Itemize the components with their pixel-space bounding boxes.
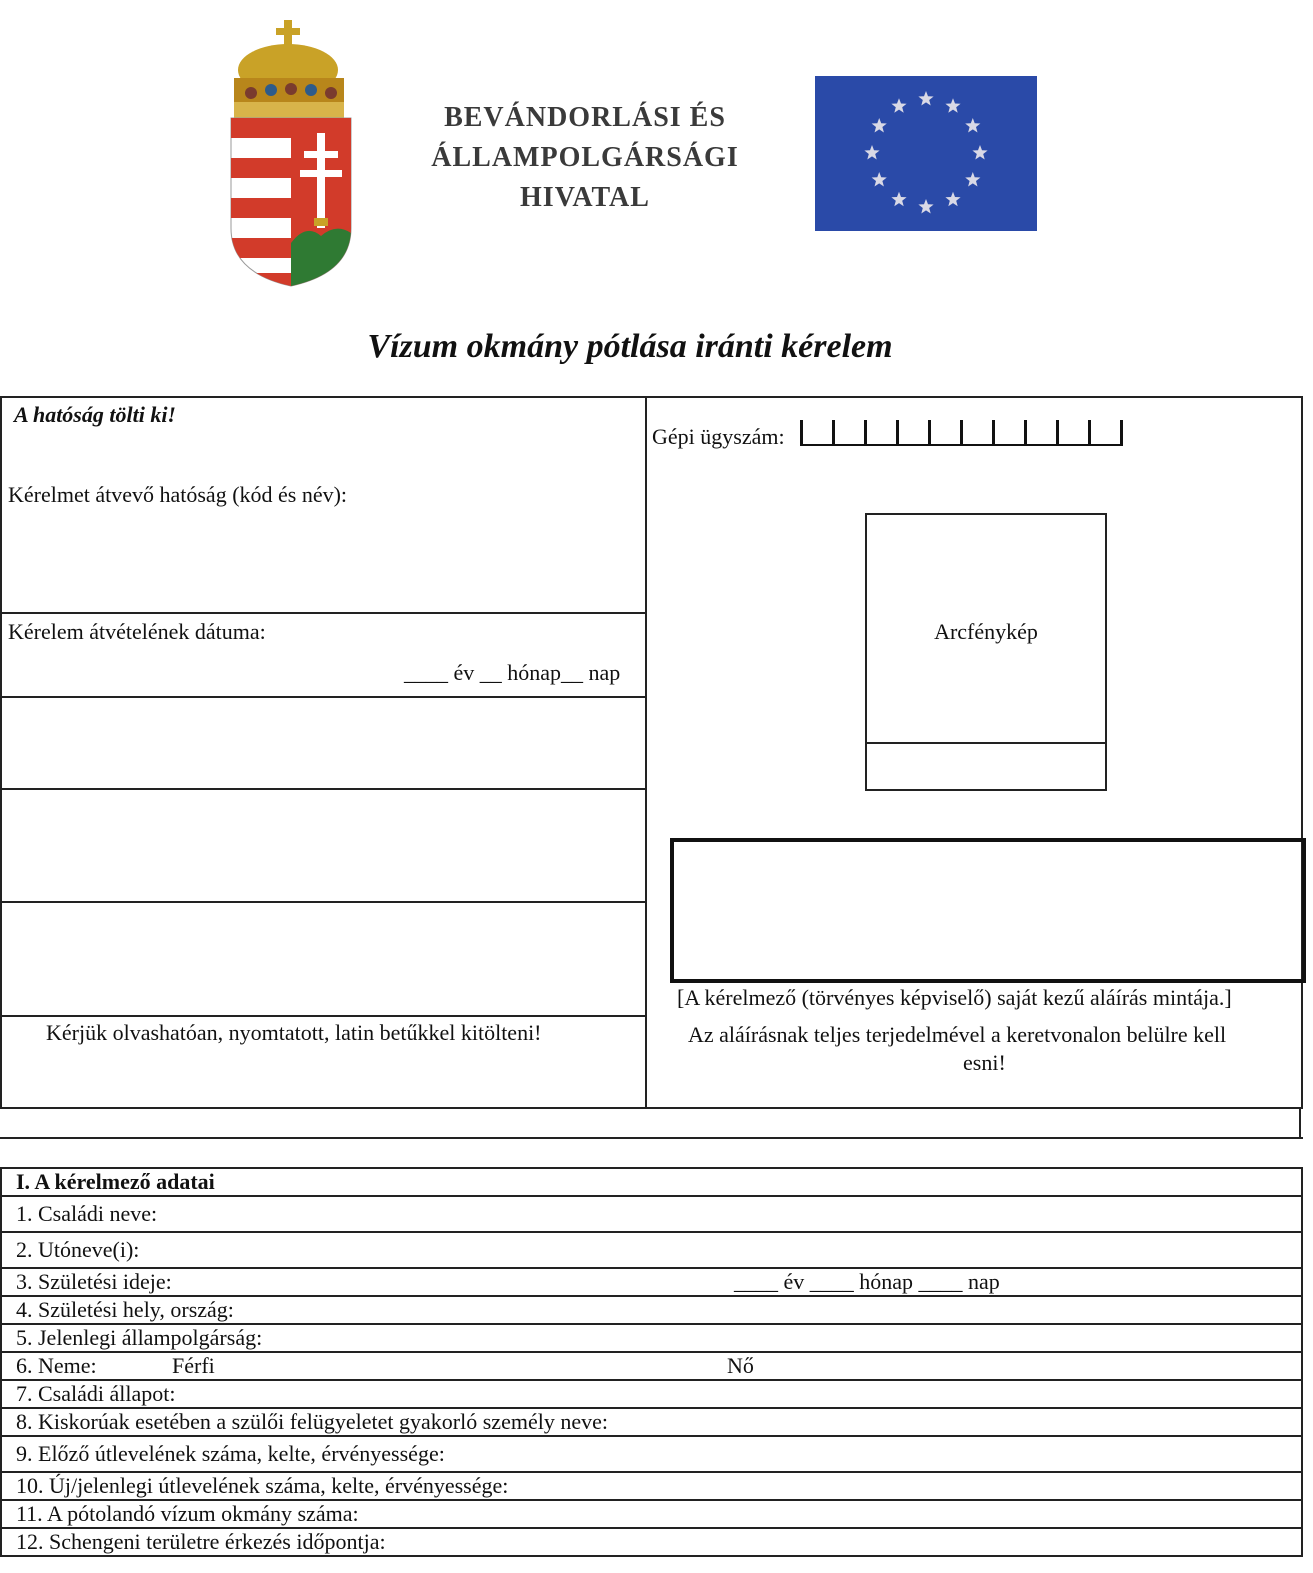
signature-note-line-1: Az aláírásnak teljes terjedelmével a keretvonalon belülre kell: [688, 1022, 1227, 1047]
digit-box: [1088, 420, 1120, 446]
photo-divider: [867, 742, 1105, 744]
digit-box: [928, 420, 960, 446]
row-divider: [0, 788, 646, 790]
previous-passport-row[interactable]: 9. Előző útlevelének száma, kelte, érvényessége:: [1, 1436, 1302, 1472]
agency-line-1: BEVÁNDORLÁSI ÉS: [444, 102, 726, 133]
official-use-heading: A hatóság tölti ki!: [14, 402, 176, 427]
family-name-row[interactable]: 1. Családi neve:: [1, 1196, 1302, 1232]
section-separator: [0, 1137, 1303, 1139]
given-names-row[interactable]: 2. Utóneve(i):: [1, 1232, 1302, 1268]
agency-line-3: HIVATAL: [520, 182, 650, 213]
case-number-label: Gépi ügyszám:: [652, 424, 785, 449]
birth-date-row[interactable]: 3. Születési ideje: ____ év ____ hónap ____ nap: [1, 1268, 1302, 1296]
digit-box: [832, 420, 864, 446]
box-divider: [645, 396, 647, 1109]
hungarian-coat-of-arms-logo: [216, 18, 366, 288]
digit-box: [1024, 420, 1056, 446]
gender-female-option[interactable]: Nő: [727, 1353, 754, 1378]
current-passport-row[interactable]: 10. Új/jelenlegi útlevelének száma, kelte, érvényessége:: [1, 1472, 1302, 1500]
digit-box: [1056, 420, 1088, 446]
applicant-data-table: [0, 1167, 1303, 1557]
signature-caption: [A kérelmező (törvényes képviselő) saját kezű aláírás mintája.]: [677, 985, 1232, 1010]
digit-box: [800, 420, 832, 446]
eu-flag-logo: [815, 76, 1037, 231]
signature-box[interactable]: [670, 838, 1306, 983]
digit-box: [960, 420, 992, 446]
receipt-date-format: ____ év __ hónap__ nap: [404, 660, 621, 685]
case-number-boxes[interactable]: [800, 420, 1123, 452]
guardian-name-row[interactable]: 8. Kiskorúak esetében a szülői felügyeletet gyakorló személy neve:: [1, 1408, 1302, 1436]
digit-box-end: [1120, 420, 1123, 446]
separator-edge: [1299, 1109, 1301, 1139]
gender-male-option[interactable]: Férfi: [172, 1353, 215, 1378]
case-number-field[interactable]: [652, 420, 1123, 452]
gender-row: 6. Neme: Férfi Nő: [1, 1352, 1302, 1380]
visa-document-number-row[interactable]: 11. A pótolandó vízum okmány száma:: [1, 1500, 1302, 1528]
photo-frame[interactable]: [865, 513, 1107, 791]
agency-name: [410, 98, 760, 218]
agency-line-2: ÁLLAMPOLGÁRSÁGI: [431, 142, 739, 173]
birth-place-row[interactable]: 4. Születési hely, ország:: [1, 1296, 1302, 1324]
section-heading: I. A kérelmező adatai: [1, 1168, 1302, 1196]
form-title: Vízum okmány pótlása iránti kérelem: [367, 328, 893, 365]
citizenship-row[interactable]: 5. Jelenlegi állampolgárság:: [1, 1324, 1302, 1352]
row-divider: [0, 901, 646, 903]
digit-box: [896, 420, 928, 446]
schengen-arrival-row[interactable]: 12. Schengeni területre érkezés időpontja:: [1, 1528, 1302, 1556]
photo-label: Arcfénykép: [934, 619, 1038, 644]
digit-box: [992, 420, 1024, 446]
row-divider: [0, 1015, 646, 1017]
row-divider: [0, 696, 646, 698]
fill-instruction: Kérjük olvashatóan, nyomtatott, latin betűkkel kitölteni!: [46, 1020, 542, 1045]
receiving-authority-label: Kérelmet átvevő hatóság (kód és név):: [8, 482, 348, 507]
row-divider: [0, 612, 646, 614]
birth-date-format: ____ év ____ hónap ____ nap: [734, 1269, 1000, 1294]
receipt-date-label: Kérelem átvételének dátuma:: [8, 619, 266, 644]
signature-note-line-2: esni!: [963, 1050, 1006, 1075]
digit-box: [864, 420, 896, 446]
marital-status-row[interactable]: 7. Családi állapot:: [1, 1380, 1302, 1408]
